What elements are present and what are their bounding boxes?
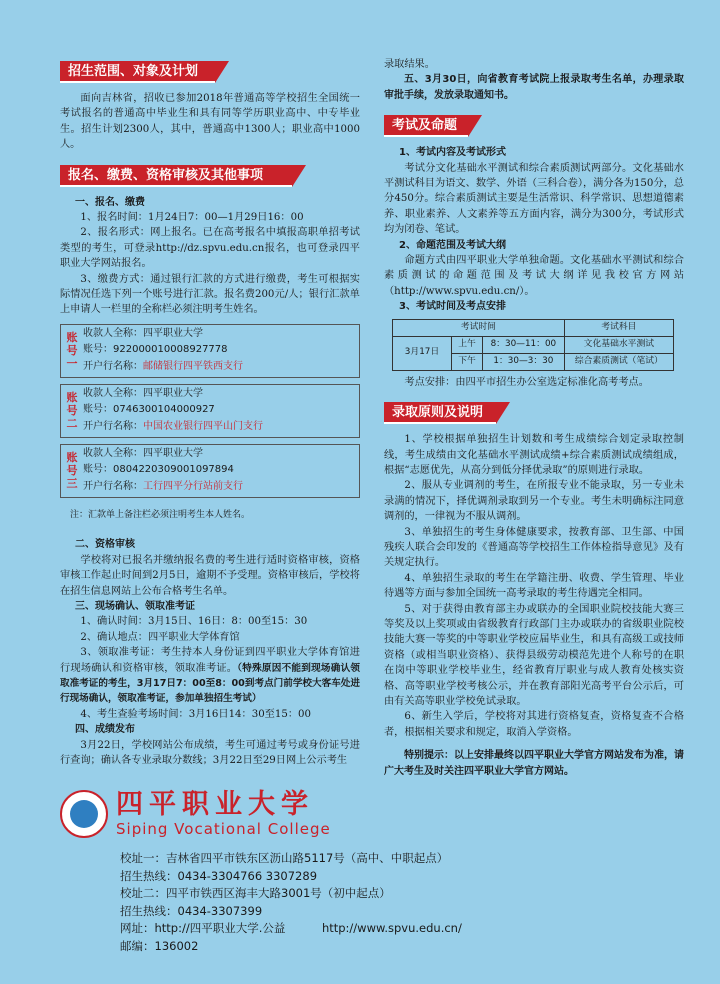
bank-name: 工行四平分行站前支行	[143, 480, 243, 492]
paragraph: 2、确认地点：四平职业大学体育馆	[80, 631, 240, 643]
subheading: 2、命题范围及考试大纲	[399, 239, 506, 251]
scope-paragraph: 面向吉林省，招收已参加2018年普通高等学校招生全国统一考试报名的普通高中毕业生和具有同等学历职业高中、中专毕业生。招生计划2300人，其中，普通高中1300人；职业高中1000人。	[60, 93, 360, 151]
paragraph: 4、考生查验考场时间：3月16日14：30至15：00	[80, 708, 311, 720]
admission-ticket-text: 3、领取准考证：考生持本人身份证到四平职业大学体育馆进行现场确认和资格审核，领取准考证。	[60, 647, 360, 674]
college-name-cn: 四平职业大学	[116, 789, 314, 820]
left-column	[60, 57, 360, 768]
section-title: 报名、缴费、资格审核及其他事项	[60, 165, 292, 187]
table-cell: 1：30—3：30	[483, 353, 565, 370]
paragraph: 2、报名形式：网上报名。已在高考报名中填报高职单招考试类型的考生，可登录http://dz.spvu.edu.cn报名，也可登录四平职业大学网站报名。	[60, 227, 360, 270]
account-tag: 账号一	[66, 331, 78, 371]
bank-name: 中国农业银行四平山门支行	[143, 420, 263, 432]
table-cell: 综合素质测试（笔试）	[564, 353, 673, 370]
paragraph: 五、3月30日，向省教育考试院上报录取考生名单，办理录取审批手续，发放录取通知书。	[384, 74, 684, 101]
paragraph: 1、报名时间：1月24日7：00—1月29日16：00	[80, 212, 304, 224]
paragraph: 3月22日，学校网站公布成绩，考生可通过考号或身份证号进行查询；确认各专业录取分数线；3月22日至29日网上公示考生	[60, 739, 360, 766]
bank-account-box	[60, 444, 360, 498]
account-number: 账号：0804220309001097894	[83, 464, 234, 476]
paragraph: 6、新生入学后，学校将对其进行资格复查，资格复查不合格者，根据相关要求和规定，取消入学资格。	[384, 711, 684, 738]
postcode-line: 邮编：136002	[120, 938, 199, 953]
hotline-line: 招生热线：0434-3307399	[120, 903, 263, 918]
table-header: 考试科目	[564, 319, 673, 336]
section-banner-exam	[384, 115, 684, 137]
section-banner-admission	[384, 402, 684, 424]
right-column	[384, 57, 684, 779]
section-banner-scope	[60, 61, 360, 83]
payee-name: 收款人全称：四平职业大学	[83, 387, 203, 399]
payee-name: 收款人全称：四平职业大学	[83, 327, 203, 339]
footer	[60, 790, 680, 956]
college-logo	[60, 790, 680, 838]
paragraph: 1、学校根据单独招生计划数和考生成绩综合划定录取控制线，考生成绩由文化基础水平测试成绩+综合素质测试成绩组成，根据“志愿优先，从高分到低分择优录取”的原则进行录取。	[384, 434, 684, 476]
paragraph: 2、服从专业调剂的考生，在所报专业不能录取，另一专业未录满的情况下，择优调剂录取到另一个专业。考生未明确标注同意调剂的，一律视为不服从调剂。	[384, 480, 684, 523]
paragraph: 4、单独招生录取的考生在学籍注册、收费、学生管理、毕业待遇等方面与参加全国统一高考录取的考生待遇完全相同。	[384, 572, 684, 600]
paragraph: 1、确认时间：3月15日、16日：8：00至15：30	[80, 616, 308, 628]
section-title: 录取原则及说明	[384, 402, 496, 424]
bank-label: 开户行名称：	[83, 360, 143, 372]
table-cell: 下午	[452, 353, 483, 370]
subheading: 1、考试内容及考试形式	[399, 147, 506, 159]
subheading: 三、现场确认、领取准考证	[75, 600, 195, 612]
paragraph: 考点安排：由四平市招生办公室选定标准化高考考点。	[404, 376, 649, 388]
bank-name: 邮储银行四平铁西支行	[143, 360, 243, 372]
remittance-note: 注：汇款单上备注栏必须注明考生本人姓名。	[70, 509, 251, 520]
paragraph: 3、单独招生的考生身体健康要求，按教育部、卫生部、中国残疾人联合会印发的《普通高等学校招生工作体检指导意见》及有关规定执行。	[384, 526, 684, 569]
special-case-text: （特殊原因不能到现场确认领取准考证的考生，3月17日7：00至8：00到考点门前学校大客车处进行现场确认，领取准考证，参加单独招生考试）	[60, 662, 361, 705]
paragraph: 学校将对已报名并缴纳报名费的考生进行适时资格审核，资格审核工作起止时间到2月5日，逾期不予受理。资格审核后，学校将在招生信息网站上公布合格考生名单。	[60, 554, 360, 597]
special-tip: 特别提示：以上安排最终以四平职业大学官方网站发布为准，请广大考生及时关注四平职业大学官方网站。	[384, 750, 684, 777]
exam-schedule-table	[392, 319, 674, 371]
bank-label: 开户行名称：	[83, 480, 143, 492]
website-line: 网址：http://四平职业大学.公益 http://www.spvu.edu.cn/	[120, 921, 462, 936]
bank-label: 开户行名称：	[83, 420, 143, 432]
section-title: 考试及命题	[384, 115, 468, 137]
college-emblem-icon	[60, 790, 108, 838]
account-number: 账号：0746300104000927	[83, 404, 215, 416]
subheading: 3、考试时间及考点安排	[399, 301, 506, 313]
bank-account-box	[60, 384, 360, 438]
section-banner-registration	[60, 165, 360, 187]
table-cell: 3月17日	[393, 336, 452, 370]
hotline-line: 招生热线：0434-3304766 3307289	[120, 868, 318, 883]
subheading: 四、成绩发布	[75, 724, 135, 736]
payee-name: 收款人全称：四平职业大学	[83, 447, 203, 459]
paragraph: 5、对于获得由教育部主办或联办的全国职业院校技能大赛三等奖及以上奖项或由省级教育行政部门主办或联办的省级职业院校技能大赛一等奖的中等职业学校应届毕业生，和具有高级工或技师资格（或相当职业资格）、获得县级劳动模范先进个人称号的在职在岗中等职业学校毕业生，经省教育厅职业与成人教育处核实资格、高等职业学校考核公示，并在教育部阳光高考平台公示后，可由有关高等职业学校免试录取。	[384, 603, 684, 707]
account-tag: 账号三	[66, 451, 78, 491]
table-cell: 上午	[452, 336, 483, 353]
account-tag: 账号二	[66, 391, 78, 431]
table-cell: 文化基础水平测试	[564, 336, 673, 353]
subheading: 二、资格审核	[75, 539, 135, 551]
section-title: 招生范围、对象及计划	[60, 61, 215, 83]
college-name-en: Siping Vocational College	[116, 820, 331, 838]
bank-account-box	[60, 324, 360, 378]
table-header: 考试时间	[393, 319, 565, 336]
paragraph: 录取结果。	[384, 59, 435, 70]
table-cell: 8：30—11：00	[483, 336, 565, 353]
address-line: 校址一：吉林省四平市铁东区沥山路5117号（高中、中职起点）	[120, 851, 449, 865]
account-number: 账号：922000010008927778	[83, 344, 228, 356]
paragraph	[60, 645, 360, 707]
contact-info	[120, 850, 680, 956]
paragraph: 命题方式由四平职业大学单独命题。文化基础水平测试和综合素质测试的命题范围及考试大纲详见我校官方网站（http://www.spvu.edu.cn/）。	[384, 255, 684, 297]
subheading: 一、报名、缴费	[75, 196, 145, 208]
address-line: 校址二：四平市铁西区海丰大路3001号（初中起点）	[120, 886, 391, 901]
paragraph: 考试分文化基础水平测试和综合素质测试两部分。文化基础水平测试科目为语文、数学、外语（三科合卷），满分各为150分，总分450分。综合素质测试主要是生活常识、科学常识、思想道德素养、职业素养、人文素养等五方面内容，满分为300分，考试形式均为闭卷、笔试。	[384, 162, 684, 236]
paragraph: 3、缴费方式：通过银行汇款的方式进行缴费，考生可根据实际情况任选下列一个账号进行汇款。报名费200元/人；银行汇款单上申请人一栏里的全称栏必须注明考生姓名。	[60, 273, 360, 316]
